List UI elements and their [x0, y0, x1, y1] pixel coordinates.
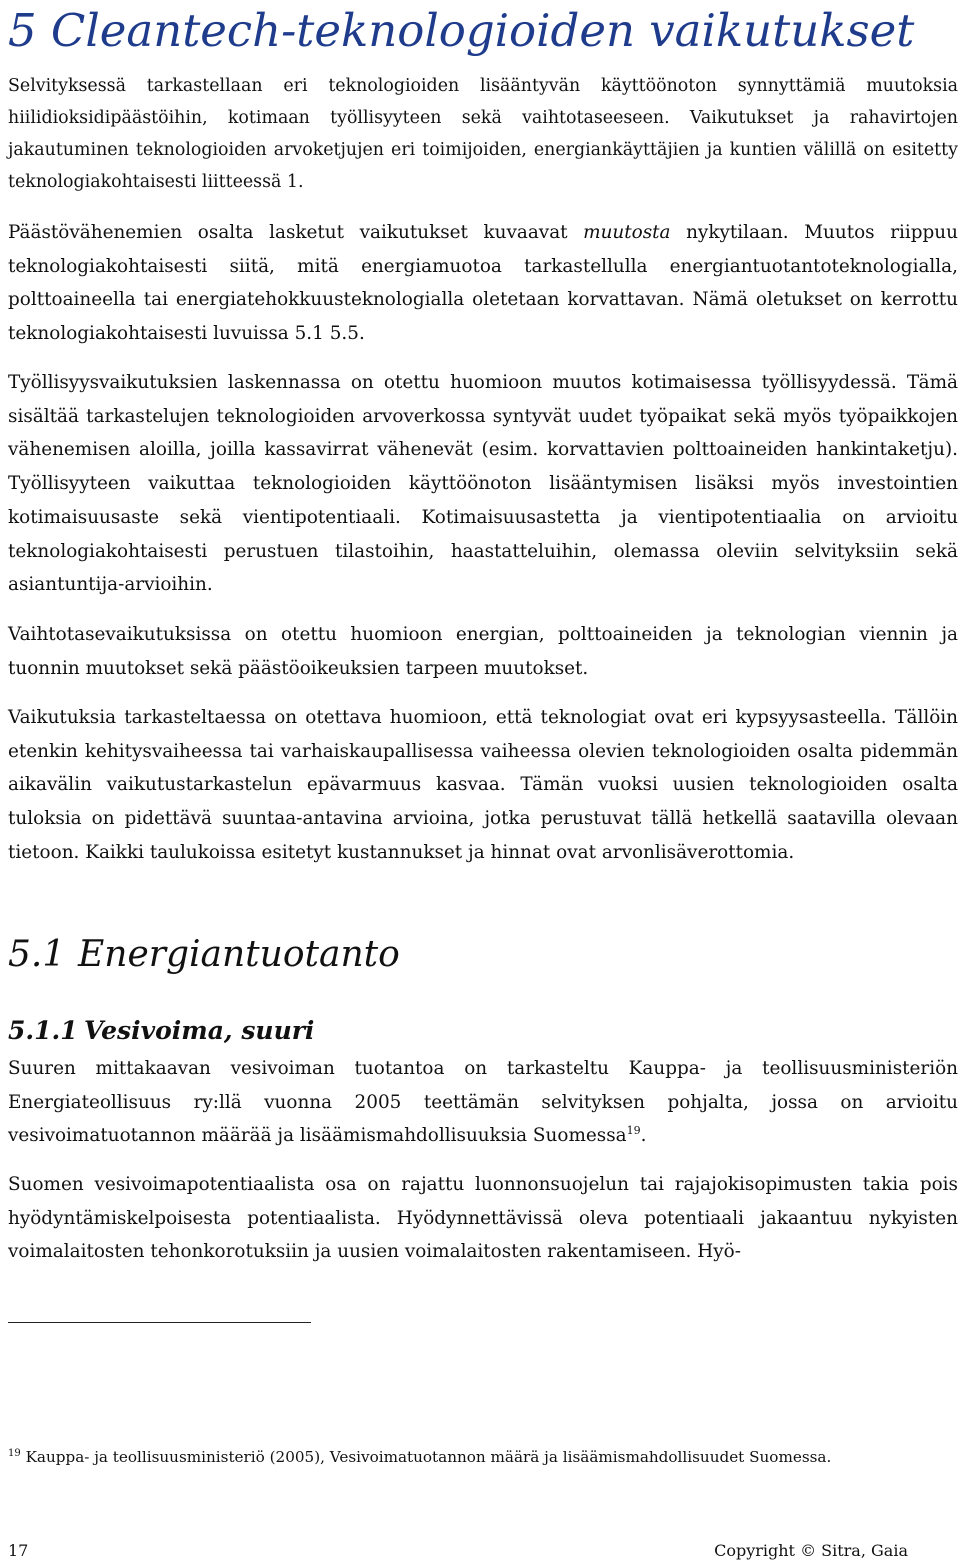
employment-paragraph: Työllisyysvaikutuksien laskennassa on otettu huomioon muutos kotimaisessa työllisyydessä. Tämä sisältää tarkastelujen teknologioiden arvoverkossa syntyvät uudet työpaikat sekä myös työpaikkojen vähenemisen aloilla, joilla kassavirrat vähenevät (esim. korvattavien polttoaineiden hankintaketju). Työllisyyteen vaikuttaa teknologioiden käyttöönoton lisääntymisen lisäksi myös investointien kotimaisuusaste sekä vientipotentiaali. Kotimaisuusastetta ja vientipotentiaalia on arvioitu teknologiakohtaisesti perustuen tilastoihin, haastatteluihin, olemassa oleviin selvityksiin sekä asiantuntija-arvioihin.	[8, 372, 958, 596]
chapter-heading: 5 Cleantech-teknologioiden vaikutukset	[8, 4, 915, 57]
hydropower-text: Suuren mittakaavan vesivoiman tuotantoa on tarkasteltu Kauppa- ja teollisuusministeriön Energiateollisuus ry:llä vuonna 2005 teettämän selvityksen pohjalta, jossa on arvioitu vesivoimatuotannon määrää ja lisäämismahdollisuuksia Suomessa	[8, 1058, 958, 1147]
maturity-paragraph: Vaikutuksia tarkasteltaessa on otettava huomioon, että teknologiat ovat eri kypsyysasteella. Tällöin etenkin kehitysvaiheessa tai varhaiskaupallisessa vaiheessa olevien teknologioiden osalta pidemmän aikavälin vaikutustarkastelun epävarmuus kasvaa. Tämän vuoksi uusien teknologioiden osalta tuloksia on pidettävä suuntaa-antavina arvioina, jotka perustuvat tällä hetkellä saatavilla olevaan tietoon. Kaikki taulukoissa esitetyt kustannukset ja hinnat ovat arvonlisäverottomia.	[8, 707, 958, 863]
emissions-paragraph	[8, 216, 958, 351]
subsection-number: 5.1.1	[8, 1016, 78, 1045]
trade-balance-paragraph: Vaihtotasevaikutuksissa on otettu huomioon energian, polttoaineiden ja teknologian viennin ja tuonnin muutokset sekä päästöoikeuksien tarpeen muutokset.	[8, 624, 958, 679]
hydropower-paragraph	[8, 1052, 958, 1153]
section-heading	[8, 930, 400, 980]
footnote-text: Kauppa- ja teollisuusministeriö (2005), Vesivoimatuotannon määrä ja lisäämismahdollisuudet Suomessa.	[25, 1448, 832, 1466]
page-number: 17	[8, 1541, 29, 1560]
footnote-number: 19	[8, 1447, 21, 1459]
subsection-title: Vesivoima, suuri	[84, 1016, 315, 1045]
emphasis-muutosta: muutosta	[583, 222, 671, 243]
emissions-text-start: Päästövähenemien osalta lasketut vaikutukset kuvaavat	[8, 222, 584, 243]
sentence-end: .	[640, 1125, 647, 1147]
footnote-reference[interactable]: 19	[626, 1124, 641, 1138]
subsection-heading	[8, 1013, 314, 1049]
intro-paragraph: Selvityksessä tarkastellaan eri teknologioiden lisääntyvän käyttöönoton synnyttämiä muutoksia hiilidioksidipäästöihin, kotimaan työllisyyteen sekä vaihtotaseeseen. Vaikutukset ja rahavirtojen jakautuminen teknologioiden arvoketjujen eri toimijoiden, energiankäyttäjien ja kuntien välillä on esitetty teknologiakohtaisesti liitteessä 1.	[8, 76, 958, 192]
potential-paragraph: Suomen vesivoimapotentiaalista osa on rajattu luonnonsuojelun tai rajajokisopimusten takia pois hyödyntämiskelpoisesta potentiaalista. Hyödynnettävissä oleva potentiaali jakaantuu nykyisten voimalaitosten tehonkorotuksiin ja uusien voimalaitosten rakentamiseen. Hyö-	[8, 1174, 958, 1263]
section-number: 5.1	[8, 934, 66, 975]
footnote	[8, 1446, 958, 1468]
section-title: Energiantuotanto	[78, 934, 400, 975]
copyright-notice: Copyright © Sitra, Gaia	[714, 1541, 908, 1560]
footnote-divider	[8, 1322, 311, 1323]
emissions-text-end: nykytilaan. Muutos riippuu teknologiakohtaisesti siitä, mitä energiamuotoa tarkastellulla energiantuotantoteknologialla, polttoaineella tai energiatehokkuusteknologialla oletetaan korvattavan. Nämä oletukset on kerrottu teknologiakohtaisesti luvuissa 5.1 5.5.	[8, 222, 958, 345]
